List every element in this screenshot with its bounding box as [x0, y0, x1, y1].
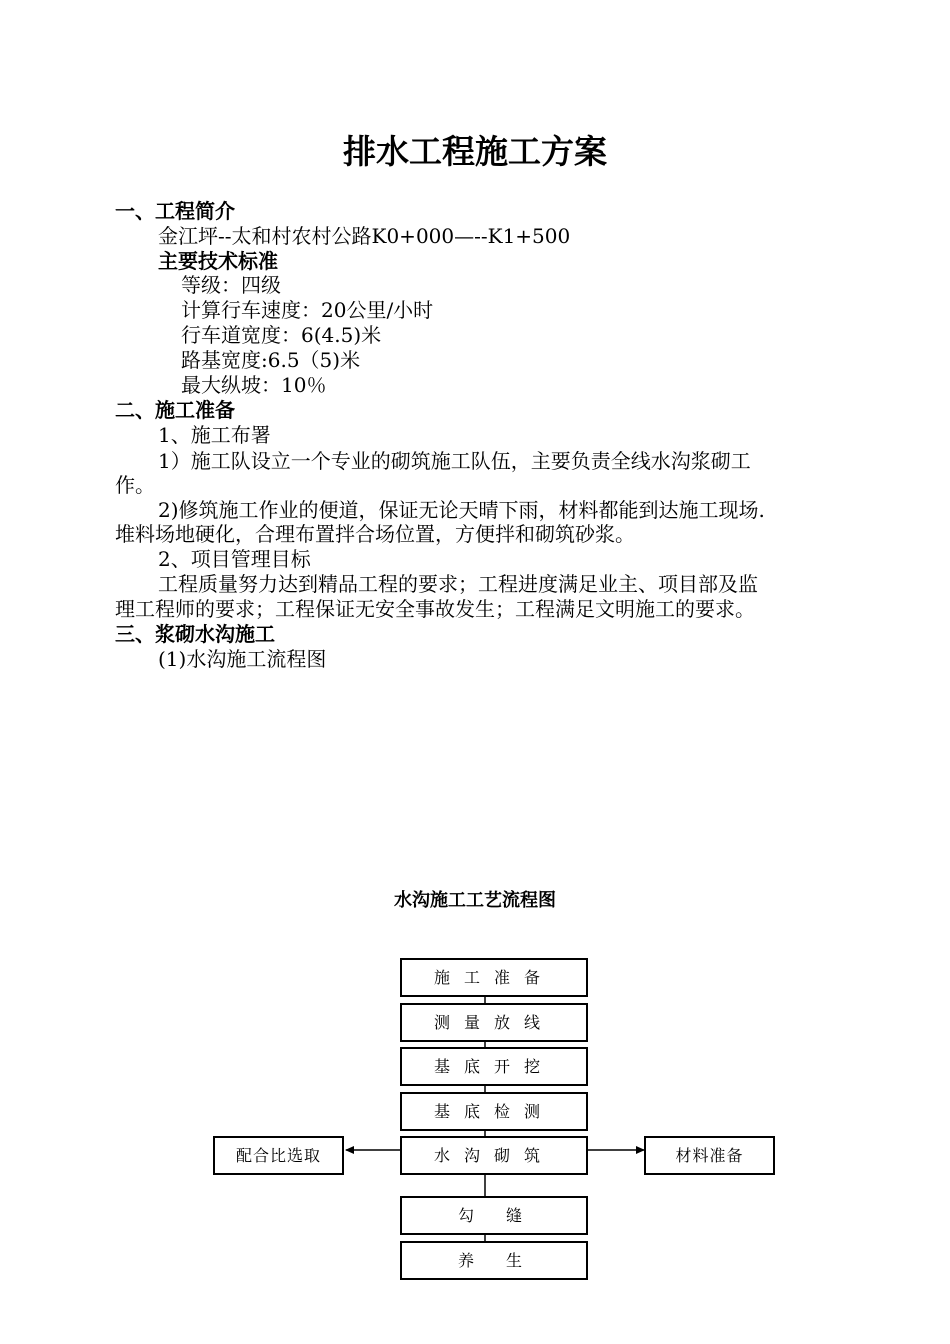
flow-step-survey: 测量放线	[400, 1003, 588, 1042]
subsection-management: 2、项目管理目标	[158, 547, 311, 571]
flow-input-materials: 材料准备	[644, 1136, 775, 1175]
flow-step-preparation: 施工准备	[400, 958, 588, 997]
road-name: 金江坪--太和村农村公路K0+000—--K1+500	[158, 224, 571, 248]
document-title: 排水工程施工方案	[343, 132, 607, 171]
flow-step-inspection: 基底检测	[400, 1092, 588, 1131]
paragraph-2-line-2: 堆料场地硬化，合理布置拌合场位置，方便拌和砌筑砂浆。	[115, 522, 635, 546]
flow-step-masonry: 水沟砌筑	[400, 1136, 588, 1175]
flow-step-pointing: 勾缝	[400, 1196, 588, 1235]
standard-speed: 计算行车速度：20公里/小时	[181, 298, 434, 322]
standard-lane-width: 行车道宽度：6(4.5)米	[181, 323, 382, 347]
flowchart-title: 水沟施工工艺流程图	[394, 890, 556, 911]
paragraph-3-line-2: 理工程师的要求；工程保证无安全事故发生；工程满足文明施工的要求。	[115, 597, 755, 621]
paragraph-2-line-1: 2)修筑施工作业的便道，保证无论天晴下雨，材料都能到达施工现场.	[158, 498, 765, 522]
section-3-heading: 三、浆砌水沟施工	[115, 622, 275, 646]
flow-step-curing: 养生	[400, 1241, 588, 1280]
flowchart-caption: (1)水沟施工流程图	[158, 647, 327, 671]
paragraph-1-line-1: 1）施工队设立一个专业的砌筑施工队伍，主要负责全线水沟浆砌工	[158, 449, 751, 473]
standard-grade: 等级：四级	[181, 273, 281, 297]
standards-heading: 主要技术标准	[158, 249, 278, 273]
standard-subgrade-width: 路基宽度:6.5（5)米	[181, 348, 361, 372]
paragraph-3-line-1: 工程质量努力达到精品工程的要求；工程进度满足业主、项目部及监	[158, 572, 758, 596]
paragraph-1-line-2: 作。	[115, 473, 155, 497]
flow-step-excavation: 基底开挖	[400, 1047, 588, 1086]
flow-input-mix-ratio: 配合比选取	[213, 1136, 344, 1175]
section-1-heading: 一、工程简介	[115, 199, 235, 223]
section-2-heading: 二、施工准备	[115, 398, 235, 422]
standard-max-grade: 最大纵坡：10％	[181, 373, 327, 397]
subsection-deployment: 1、施工布署	[158, 423, 271, 447]
